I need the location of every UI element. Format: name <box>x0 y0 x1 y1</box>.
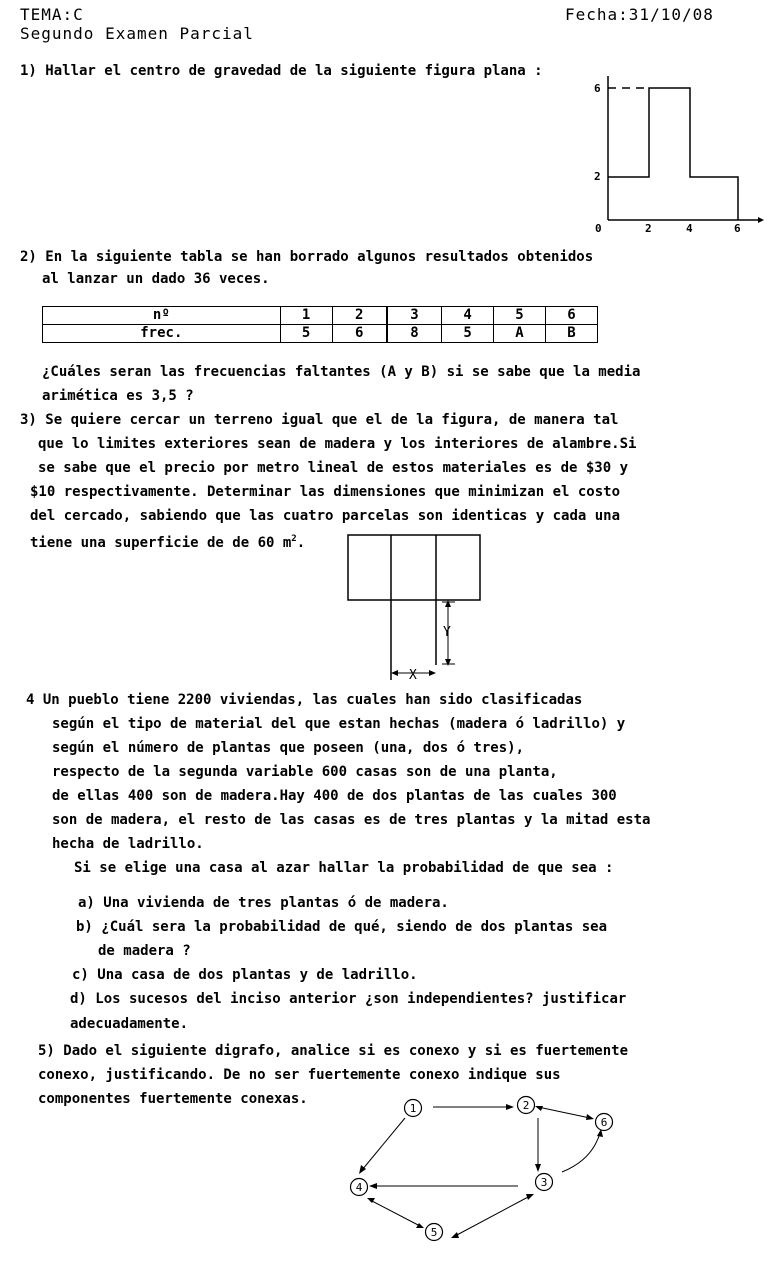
question-4-line: de ellas 400 son de madera.Hay 400 de dos plantas de las cuales 300 <box>52 788 617 804</box>
question-2-line: 2) En la siguiente tabla se han borrado algunos resultados obtenidos <box>20 249 594 265</box>
question-4-line: respecto de la segunda variable 600 casas son de una planta, <box>52 764 558 780</box>
node-label: 5 <box>430 1226 438 1239</box>
arrowhead <box>535 1106 543 1111</box>
y-dim-arrow <box>445 659 451 666</box>
digraph <box>351 1097 613 1241</box>
arrowhead <box>506 1104 514 1110</box>
table-cell: 5 <box>280 325 332 343</box>
question-4-line: son de madera, el resto de las casas es de tres plantas y la mitad esta <box>52 812 651 828</box>
edge-1-4 <box>362 1118 405 1170</box>
table-cell: 1 <box>280 307 332 325</box>
question-3-line: del cercado, sabiendo que las cuatro parcelas son identicas y cada una <box>30 508 621 524</box>
question-4-item: de madera ? <box>98 943 191 959</box>
node-label: 6 <box>600 1116 608 1129</box>
exam-theme: TEMA:C <box>20 5 84 24</box>
table-row <box>43 325 598 343</box>
table-cell: 8 <box>387 325 442 343</box>
question-3-line-text: tiene una superficie de de 60 m <box>30 535 292 551</box>
y-dim-arrow <box>445 600 451 607</box>
land-figure <box>348 535 480 680</box>
question-2-line: arimética es 3,5 ? <box>42 388 194 404</box>
question-4-item: c) Una casa de dos plantas y de ladrillo. <box>72 967 418 983</box>
question-4-item: b) ¿Cuál sera la probabilidad de qué, siendo de dos plantas sea <box>76 919 608 935</box>
table-cell: 5 <box>442 325 494 343</box>
edge-2-6 <box>538 1107 590 1118</box>
x-tick-label: 6 <box>734 222 741 235</box>
question-4-item: d) Los sucesos del inciso anterior ¿son independientes? justificar <box>70 991 627 1007</box>
step-figure <box>608 76 764 223</box>
x-dimension-label: X <box>409 668 417 683</box>
question-3-line: que lo limites exteriores sean de madera y los interiores de alambre.Si <box>38 436 637 452</box>
question-4-line: según el tipo de material del que estan hechas (madera ó ladrillo) y <box>52 716 626 732</box>
question-3-line: $10 respectivamente. Determinar las dimensiones que minimizan el costo <box>30 484 621 500</box>
question-4-line: según el número de plantas que poseen (una, dos ó tres), <box>52 740 525 756</box>
question-3-line: se sabe que el precio por metro lineal de estos materiales es de $30 y <box>38 460 629 476</box>
table-cell: 6 <box>546 307 598 325</box>
question-5-line: conexo, justificando. De no ser fuertemente conexo indique sus <box>38 1067 561 1083</box>
superscript: 2 <box>291 534 297 544</box>
frequency-table <box>42 306 598 343</box>
question-5-line: 5) Dado el siguiente digrafo, analice si es conexo y si es fuertemente <box>38 1043 629 1059</box>
node-label: 3 <box>540 1176 548 1189</box>
node-label: 2 <box>522 1099 530 1112</box>
question-2-line: al lanzar un dado 36 veces. <box>42 271 270 287</box>
table-cell: 2 <box>332 307 387 325</box>
row-header: frec. <box>43 325 281 343</box>
figure-outline <box>608 88 738 220</box>
x-tick-label: 4 <box>686 222 693 235</box>
y-tick-label: 2 <box>594 170 601 183</box>
question-5-line: componentes fuertemente conexas. <box>38 1091 308 1107</box>
node-label: 1 <box>409 1102 417 1115</box>
question-3-line <box>30 534 305 554</box>
question-4-line: 4 Un pueblo tiene 2200 viviendas, las cuales han sido clasificadas <box>26 692 583 708</box>
y-dimension-label: Y <box>443 625 451 640</box>
x-axis-arrow <box>758 217 764 223</box>
node-label: 4 <box>355 1181 363 1194</box>
y-tick-label: 6 <box>594 82 601 95</box>
edge-4-5 <box>370 1200 420 1226</box>
edge-3-6 <box>562 1133 600 1172</box>
exam-date: Fecha:31/10/08 <box>565 5 714 24</box>
exam-title: Segundo Examen Parcial <box>20 24 254 43</box>
arrowhead <box>416 1223 424 1228</box>
question-4-line: hecha de ladrillo. <box>52 836 204 852</box>
question-4-prompt: Si se elige una casa al azar hallar la probabilidad de que sea : <box>74 860 614 876</box>
upper-block <box>348 535 480 600</box>
arrowhead <box>369 1183 377 1189</box>
question-3-line: 3) Se quiere cercar un terreno igual que el de la figura, de manera tal <box>20 412 619 428</box>
table-cell: 3 <box>387 307 442 325</box>
table-cell: 5 <box>494 307 546 325</box>
edge-5-3 <box>455 1196 530 1236</box>
arrowhead <box>535 1164 541 1172</box>
arrowhead <box>526 1194 534 1200</box>
row-header: nº <box>43 307 281 325</box>
x-dim-arrow <box>391 670 398 676</box>
x-tick-label: 0 <box>595 222 602 235</box>
arrowhead <box>586 1114 594 1120</box>
question-2-line: ¿Cuáles seran las frecuencias faltantes (A y B) si se sabe que la media <box>42 364 641 380</box>
x-tick-label: 2 <box>645 222 652 235</box>
question-4-item: a) Una vivienda de tres plantas ó de madera. <box>78 895 449 911</box>
question-1-text: 1) Hallar el centro de gravedad de la siguiente figura plana : <box>20 63 543 79</box>
period: . <box>296 535 306 551</box>
x-dim-arrow <box>429 670 436 676</box>
table-cell: B <box>546 325 598 343</box>
question-4-item: adecuadamente. <box>70 1016 189 1032</box>
arrowhead <box>451 1232 459 1238</box>
table-row <box>43 307 598 325</box>
table-cell: 6 <box>332 325 387 343</box>
table-cell: 4 <box>442 307 494 325</box>
table-cell: A <box>494 325 546 343</box>
